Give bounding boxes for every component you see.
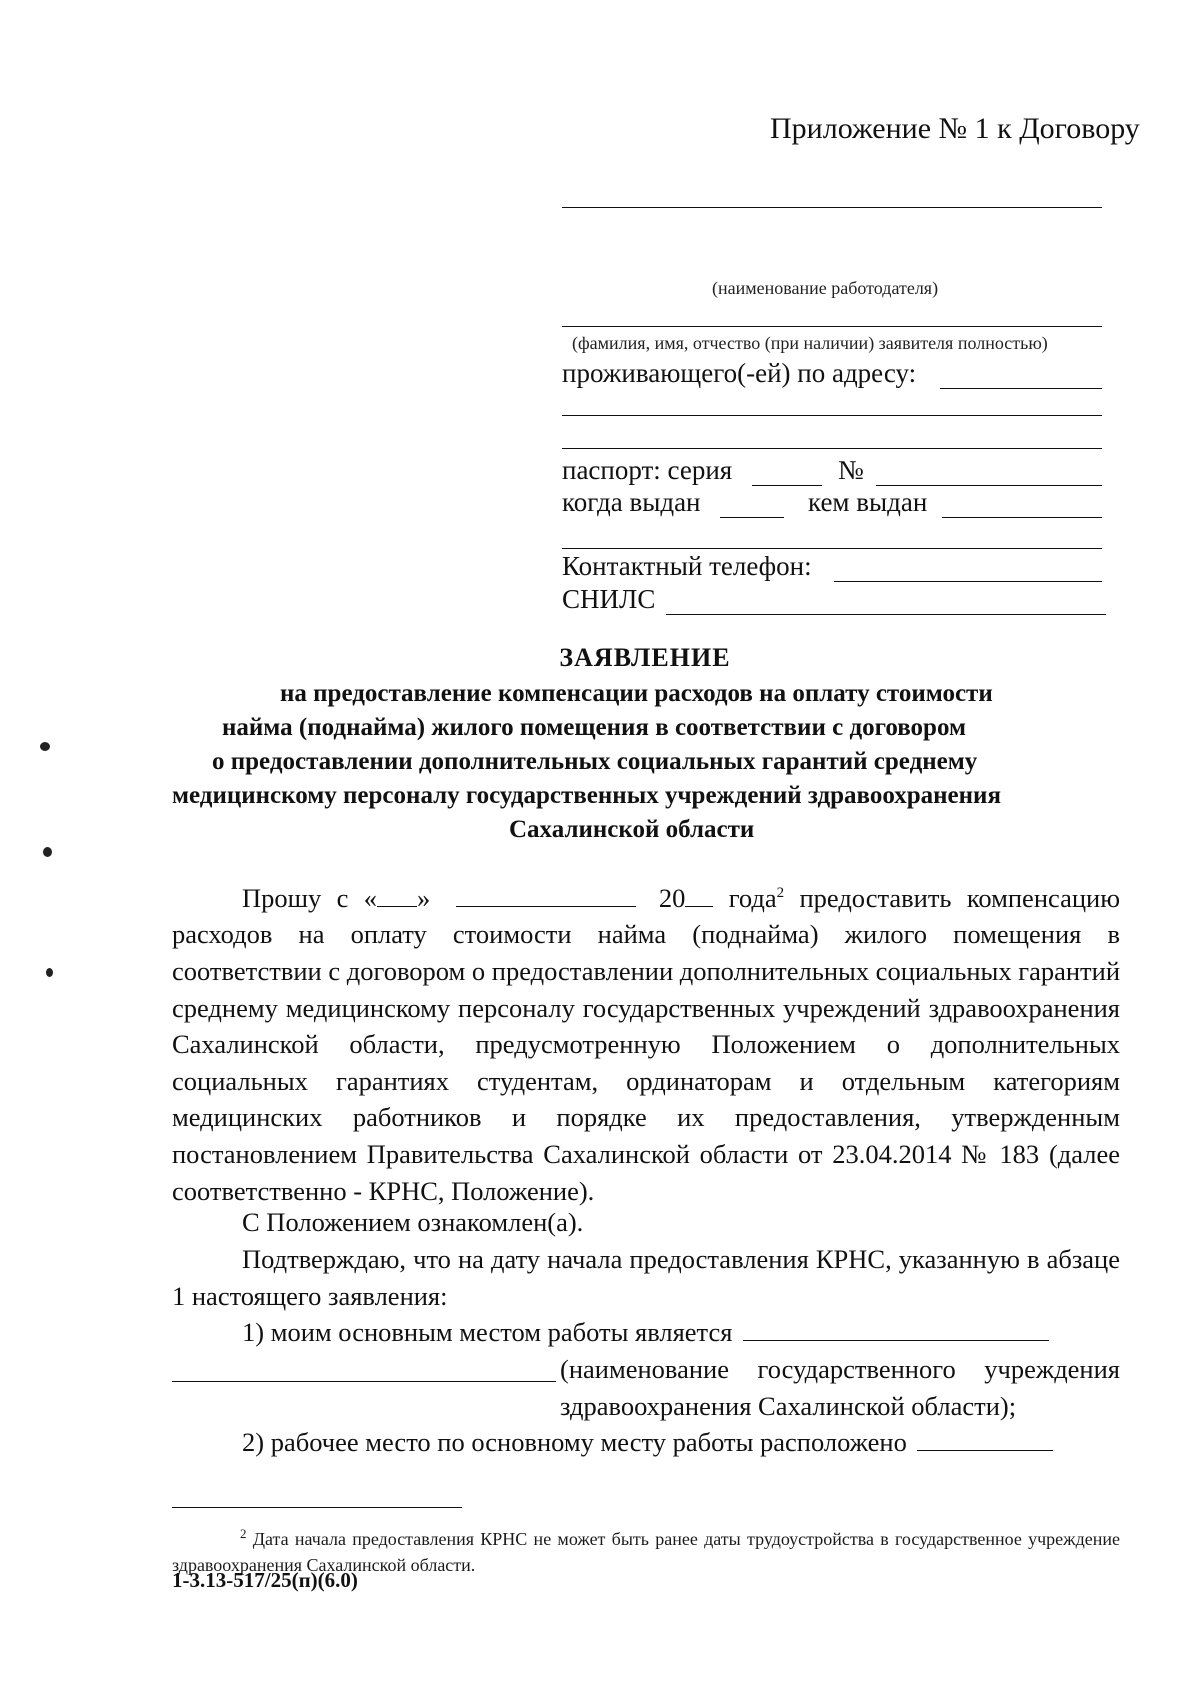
address-line-2 — [562, 415, 1102, 416]
employer-name-line — [562, 207, 1102, 208]
confirmation-paragraph: Подтверждаю, что на дату начала предоставления КРНС, указанную в абзаце 1 настоящего заявления: — [172, 1244, 1120, 1311]
passport-series-label: паспорт: серия — [562, 455, 733, 485]
request-start: Прошу с « — [242, 882, 377, 913]
footnote-text: Дата начала предоставления КРНС не может быть ранее даты трудоустройства в государственное учреждение здравоохранения Сахалинской области. — [172, 1529, 1120, 1575]
snils-label: СНИЛС — [562, 584, 656, 614]
workplace-location-text: 2) рабочее место по основному месту работы расположено — [242, 1427, 907, 1457]
footnote-ref: 2 — [776, 885, 785, 901]
appendix-title: Приложение № 1 к Договору — [770, 112, 1140, 145]
workplace-start: 1) моим основным местом работы является — [242, 1317, 733, 1347]
request-rest: предоставить компенсацию расходов на оплату стоимости найма (поднайма) жилого помещения в соответствии с договором о предоставлении дополнительных социальных гарантий среднему медицинскому персоналу государственных учреждений здравоохранения Сахалинской области, предусмотренную Положением о дополнительных социальных гарантиях студентам, ординаторам и отдельным категориям медицинских работников и порядке их предоставления, утвержденным постановлением Правительства Сахалинской области от 23.04.2014 № 183 (далее соответственно - КРНС, Положение). — [172, 882, 1121, 1206]
passport-number-label: № — [838, 455, 864, 485]
issued-when-line — [720, 517, 784, 518]
subtitle-line-5: Сахалинской области — [509, 816, 755, 843]
issued-when-label: когда выдан — [562, 487, 701, 517]
request-goda: года — [728, 882, 777, 913]
workplace-blank-2 — [172, 1381, 556, 1382]
workplace-paragraph — [172, 1314, 1120, 1351]
workplace-blank-1 — [743, 1339, 1049, 1341]
passport-series-line — [752, 485, 822, 486]
address-line-1 — [940, 388, 1102, 389]
scan-speck — [43, 847, 52, 857]
workplace-location-blank — [917, 1449, 1053, 1451]
address-label: проживающего(-ей) по адресу: — [562, 358, 917, 388]
scan-speck — [46, 968, 53, 977]
request-paragraph — [172, 875, 1120, 1209]
workplace-caption: (наименование государственного учреждения здравоохранения Сахалинской области); — [560, 1354, 1120, 1421]
acknowledgement-paragraph: С Положением ознакомлен(а). — [242, 1207, 584, 1237]
phone-label: Контактный телефон: — [562, 551, 812, 581]
subtitle-line-2: найма (поднайма) жилого помещения в соответствии с договором — [222, 714, 966, 741]
footnote-separator — [172, 1507, 462, 1508]
employer-caption: (наименование работодателя) — [712, 278, 939, 298]
address-line-3 — [562, 448, 1102, 449]
snils-line — [666, 614, 1106, 615]
document-title: ЗАЯВЛЕНИЕ — [559, 643, 731, 672]
subtitle-line-1: на предоставление компенсации расходов на оплату стоимости — [280, 680, 993, 707]
year-blank — [685, 905, 713, 907]
issued-by-line-2 — [562, 548, 1102, 549]
day-blank — [377, 905, 417, 907]
issued-by-label: кем выдан — [808, 487, 928, 517]
subtitle-line-3: о предоставлении дополнительных социальных гарантий среднему — [212, 748, 978, 775]
document-code: 1-3.13-517/25(п)(6.0) — [172, 1568, 358, 1592]
passport-number-line — [876, 485, 1102, 486]
request-quote-close: » — [416, 882, 431, 913]
scan-speck — [40, 742, 50, 751]
subtitle-line-4: медицинскому персоналу государственных учреждений здравоохранения — [172, 782, 1001, 809]
month-blank — [456, 905, 636, 907]
issued-by-line — [942, 517, 1102, 518]
footnote-number: 2 — [240, 1526, 247, 1541]
fio-caption: (фамилия, имя, отчество (при наличии) заявителя полностью) — [572, 333, 1048, 353]
request-year: 20 — [658, 882, 686, 913]
workplace-location-paragraph — [172, 1424, 1120, 1461]
phone-line — [834, 581, 1102, 582]
fio-line — [562, 326, 1102, 327]
